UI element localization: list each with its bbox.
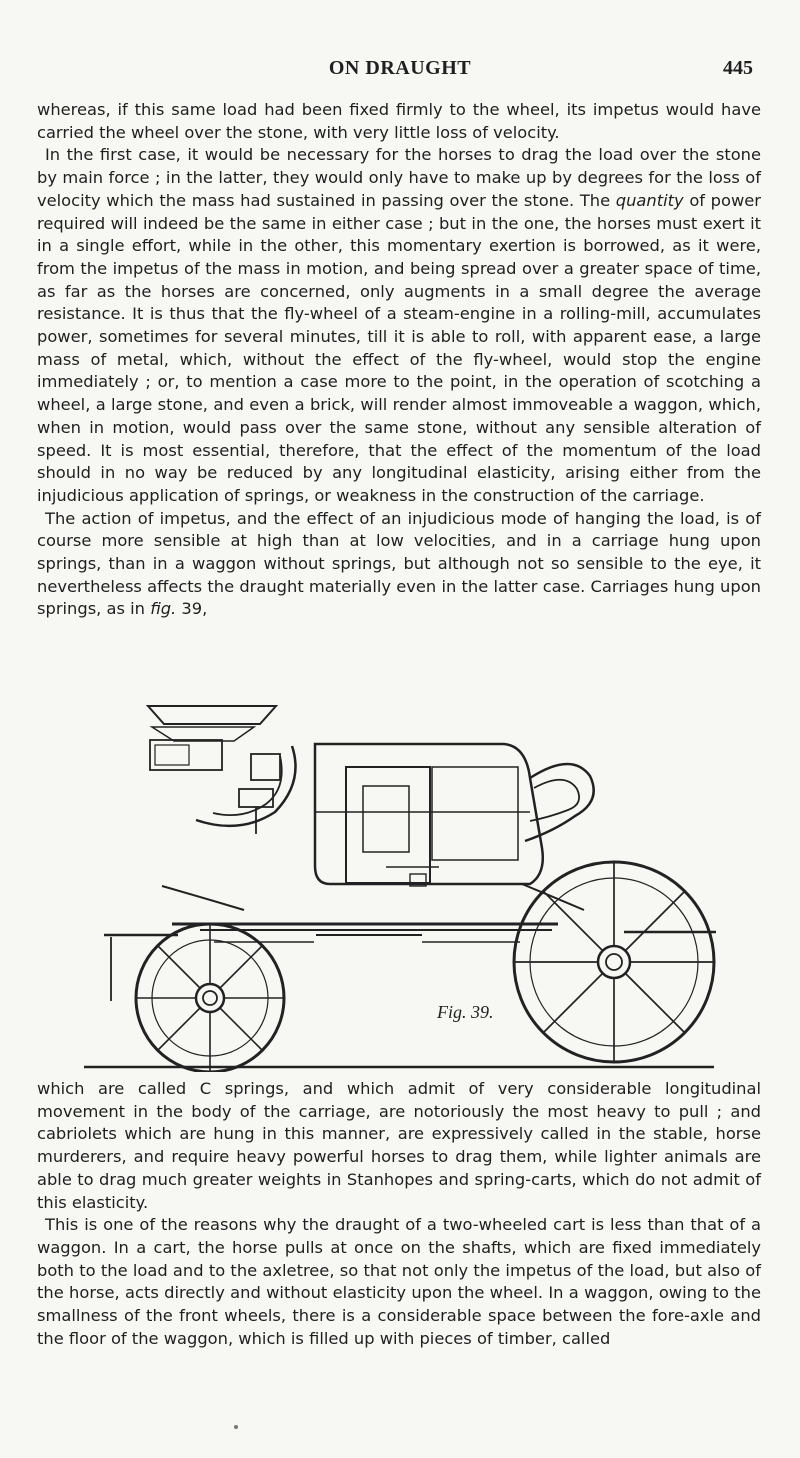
paragraph-segment: In the first case, it would be necessary for the horses to drag the load over the stone by main force ; in the latter, they would only have to make up by degrees for the loss of velocity which the mass had sustained in passing over the stone. The xyxy=(37,145,761,210)
print-speck xyxy=(234,1425,238,1429)
page-title: ON DRAUGHT xyxy=(328,57,472,79)
paragraph-segment: of power required will indeed be the same in either case ; but in the one, the horses must exert it in a single effort, while in the other, this momentary exertion is borrowed, as it were, from the impetus of the mass in motion, and being spread over a greater space of time, as far as the horses are concerned, only augments in a small degree the average resistance. It is thus that the fly-wheel of a steam-engine in a rolling-mill, accumulates power, sometimes for several minutes, till it is able to roll, with apparent ease, a large mass of metal, which, without the effect of the fly-wheel, would stop the engine immediately ; or, to mention a case more to the point, in the operation of scotching a wheel, a large stone, and even a brick, will render almost immoveable a waggon, which, when in motion, would pass over the same stone, without any sensible alteration of speed. It is most essential, therefore, that the effect of the momentum of the load should in no way be reduced by any longitudinal elasticity, arising either from the injudicious application of springs, or weakness in the construction of the carriage. xyxy=(37,190,761,505)
figure-caption: Fig. 39. xyxy=(437,1002,494,1022)
paragraph: This is one of the reasons why the draught of a two-wheeled cart is less than that of a waggon. In a cart, the horse pulls at once on the shafts, which are fixed immediately both to the load and to the axletree, so that not only the impetus of the load, but also of the horse, acts directly and without elasticity upon the wheel. In a waggon, owing to the smallness of the front wheels, there is a considerable space between the fore-axle and the floor of the waggon, which is filled up with pieces of timber, called xyxy=(37,1215,761,1348)
paragraph xyxy=(37,508,761,622)
running-head xyxy=(0,57,800,87)
paragraph xyxy=(37,144,761,507)
italic-word: quantity xyxy=(615,190,684,210)
page-number: 445 xyxy=(723,57,753,79)
paragraph: whereas, if this same load had been fixed firmly to the wheel, its impetus would have carried the wheel over the stone, with very little loss of velocity. xyxy=(37,100,761,142)
carriage-engraving-icon xyxy=(84,696,716,1072)
text-block-top xyxy=(37,99,761,621)
italic-word: fig. xyxy=(150,599,177,619)
paragraph: which are called C springs, and which admit of very considerable longitudinal movement in the body of the carriage, are notoriously the most heavy to pull ; and cabriolets which are hung in this manner, are expressively called in the stable, horse murderers, and require heavy powerful horses to drag them, while lighter animals are able to drag much greater weights in Stanhopes and spring-carts, which do not admit of this elasticity. xyxy=(37,1079,761,1212)
text-block-bottom xyxy=(37,1078,761,1350)
paragraph-segment: The action of impetus, and the effect of an injudicious mode of hanging the load, is of course more sensible at high than at low velocities, and in a carriage hung upon springs, than in a waggon without springs, but although not so sensible to the eye, it nevertheless affects the draught materially even in the latter case. Carriages hung upon springs, as in xyxy=(37,508,761,619)
figure-carriage-illustration xyxy=(84,696,716,1072)
paragraph-segment: 39, xyxy=(176,599,208,619)
